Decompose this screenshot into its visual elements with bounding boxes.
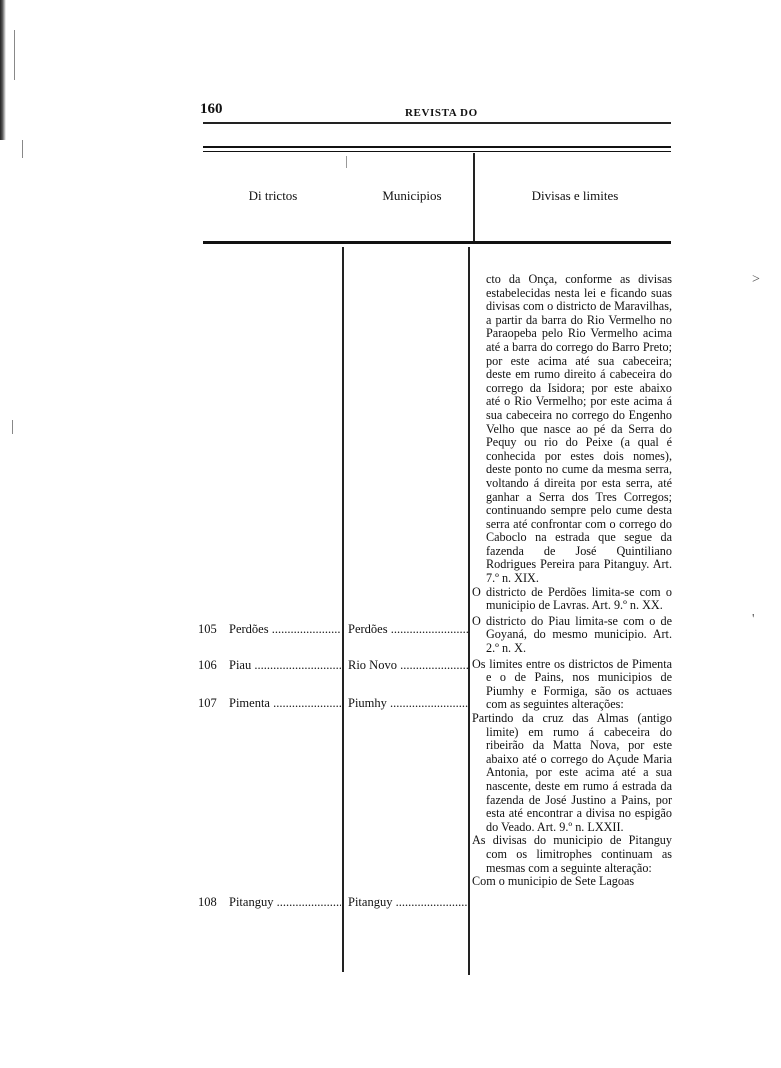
- limits-paragraph-107b: Partindo da cruz das Almas (antigo limite) em rumo á cabeceira do ribeirão da Matta Nova, por este abaixo até o corrego do Açude Maria Antonia, por este acima até a sua nascente, deste em rumo á estrada da fazenda de José Justino a Pains, por esta até encontrar a divisa no espigão do Veado. Art. 9.º n. LXXII.: [472, 711, 672, 834]
- municipality-name: Rio Novo .....: [348, 658, 468, 673]
- row-number: 106: [198, 658, 217, 672]
- limits-paragraph-105: O districto de Perdões limita-se com o municipio de Lavras. Art. 9.º n. XX.: [472, 584, 672, 613]
- municipality-name: Piumhy .....: [348, 696, 468, 711]
- district-name: Piau .....: [229, 658, 341, 673]
- running-title: REVISTA DO: [405, 107, 478, 119]
- table-header-bottom-rule: [203, 241, 671, 244]
- header-rule: [203, 122, 671, 124]
- limits-paragraph-continued: cto da Onça, conforme as divisas estabelecidas nesta lei e ficando suas divisas com o districto de Maravilhas, a partir da barra do Rio Vermelho no Paraopeba pelo Rio Vermelho acima até a barra do corrego do Barro Preto; por este acima até sua cabeceira; deste em rumo direito á cabeceira do corrego da Isidora; por este abaixo até o Rio Vermelho; por este acima á sua cabeceira no corrego do Engenho Velho que nasce ao pé da Serra do Pequy ou rio do Peixe (a qual é conhecida por estes dois nomes), deste ponto no cume da mesma serra, voltando á direita por esta serra, até ganhar a Serra dos Tres Corregos; continuando sempre pelo cume desta serra até confrontar com o corrego do Caboclo na estrada que segue da fazenda de José Quintiliano Rodrigues Pereira para Pitanguy. Art. 7.º n. XIX.: [486, 272, 672, 586]
- margin-mark: >: [752, 272, 760, 287]
- scan-edge-artifact: [0, 0, 6, 140]
- limits-paragraph-106: O districto do Piau limita-se com o de Goyaná, do mesmo municipio. Art. 2.º n. X.: [472, 613, 672, 656]
- limits-paragraph-108b: Com o municipio de Sete Lagoas: [472, 874, 635, 889]
- body-divider-2: [468, 247, 470, 975]
- table-row: [198, 895, 673, 911]
- header-divider-1: [346, 156, 347, 168]
- table-top-rule: [203, 146, 671, 148]
- column-header-limits: Divisas e limites: [531, 188, 619, 203]
- scan-mark: [12, 420, 13, 434]
- row-number: 107: [198, 696, 217, 710]
- limits-paragraph-107a: Os limites entre os districtos de Pimenta e o de Pains, nos municipios de Piumhy e Formiga, são os actuaes com as seguintes alterações:: [472, 656, 672, 712]
- district-name: Perdões .....: [229, 622, 341, 637]
- municipality-name: Perdões .....: [348, 622, 468, 637]
- limits-paragraph-108a: As divisas do municipio de Pitanguy com os limitrophes continuam as mesmas com a seguinte alteração:: [472, 833, 672, 875]
- table-top-rule-thin: [203, 151, 671, 152]
- limits-column-text: [472, 273, 672, 889]
- row-number: 108: [198, 895, 217, 909]
- district-name: Pitanguy .....: [229, 895, 341, 910]
- margin-mark: ': [752, 612, 755, 627]
- column-header-districts: Di trictos: [248, 188, 298, 203]
- scan-mark: [22, 140, 23, 158]
- municipality-name: Pitanguy .....: [348, 895, 468, 910]
- scan-mark: [14, 30, 15, 80]
- column-header-municipalities: Municipios: [382, 188, 442, 203]
- header-divider-2: [473, 153, 475, 241]
- page-number: 160: [200, 101, 223, 117]
- row-number: 105: [198, 622, 217, 636]
- body-divider-1: [342, 247, 344, 972]
- district-name: Pimenta .....: [229, 696, 341, 711]
